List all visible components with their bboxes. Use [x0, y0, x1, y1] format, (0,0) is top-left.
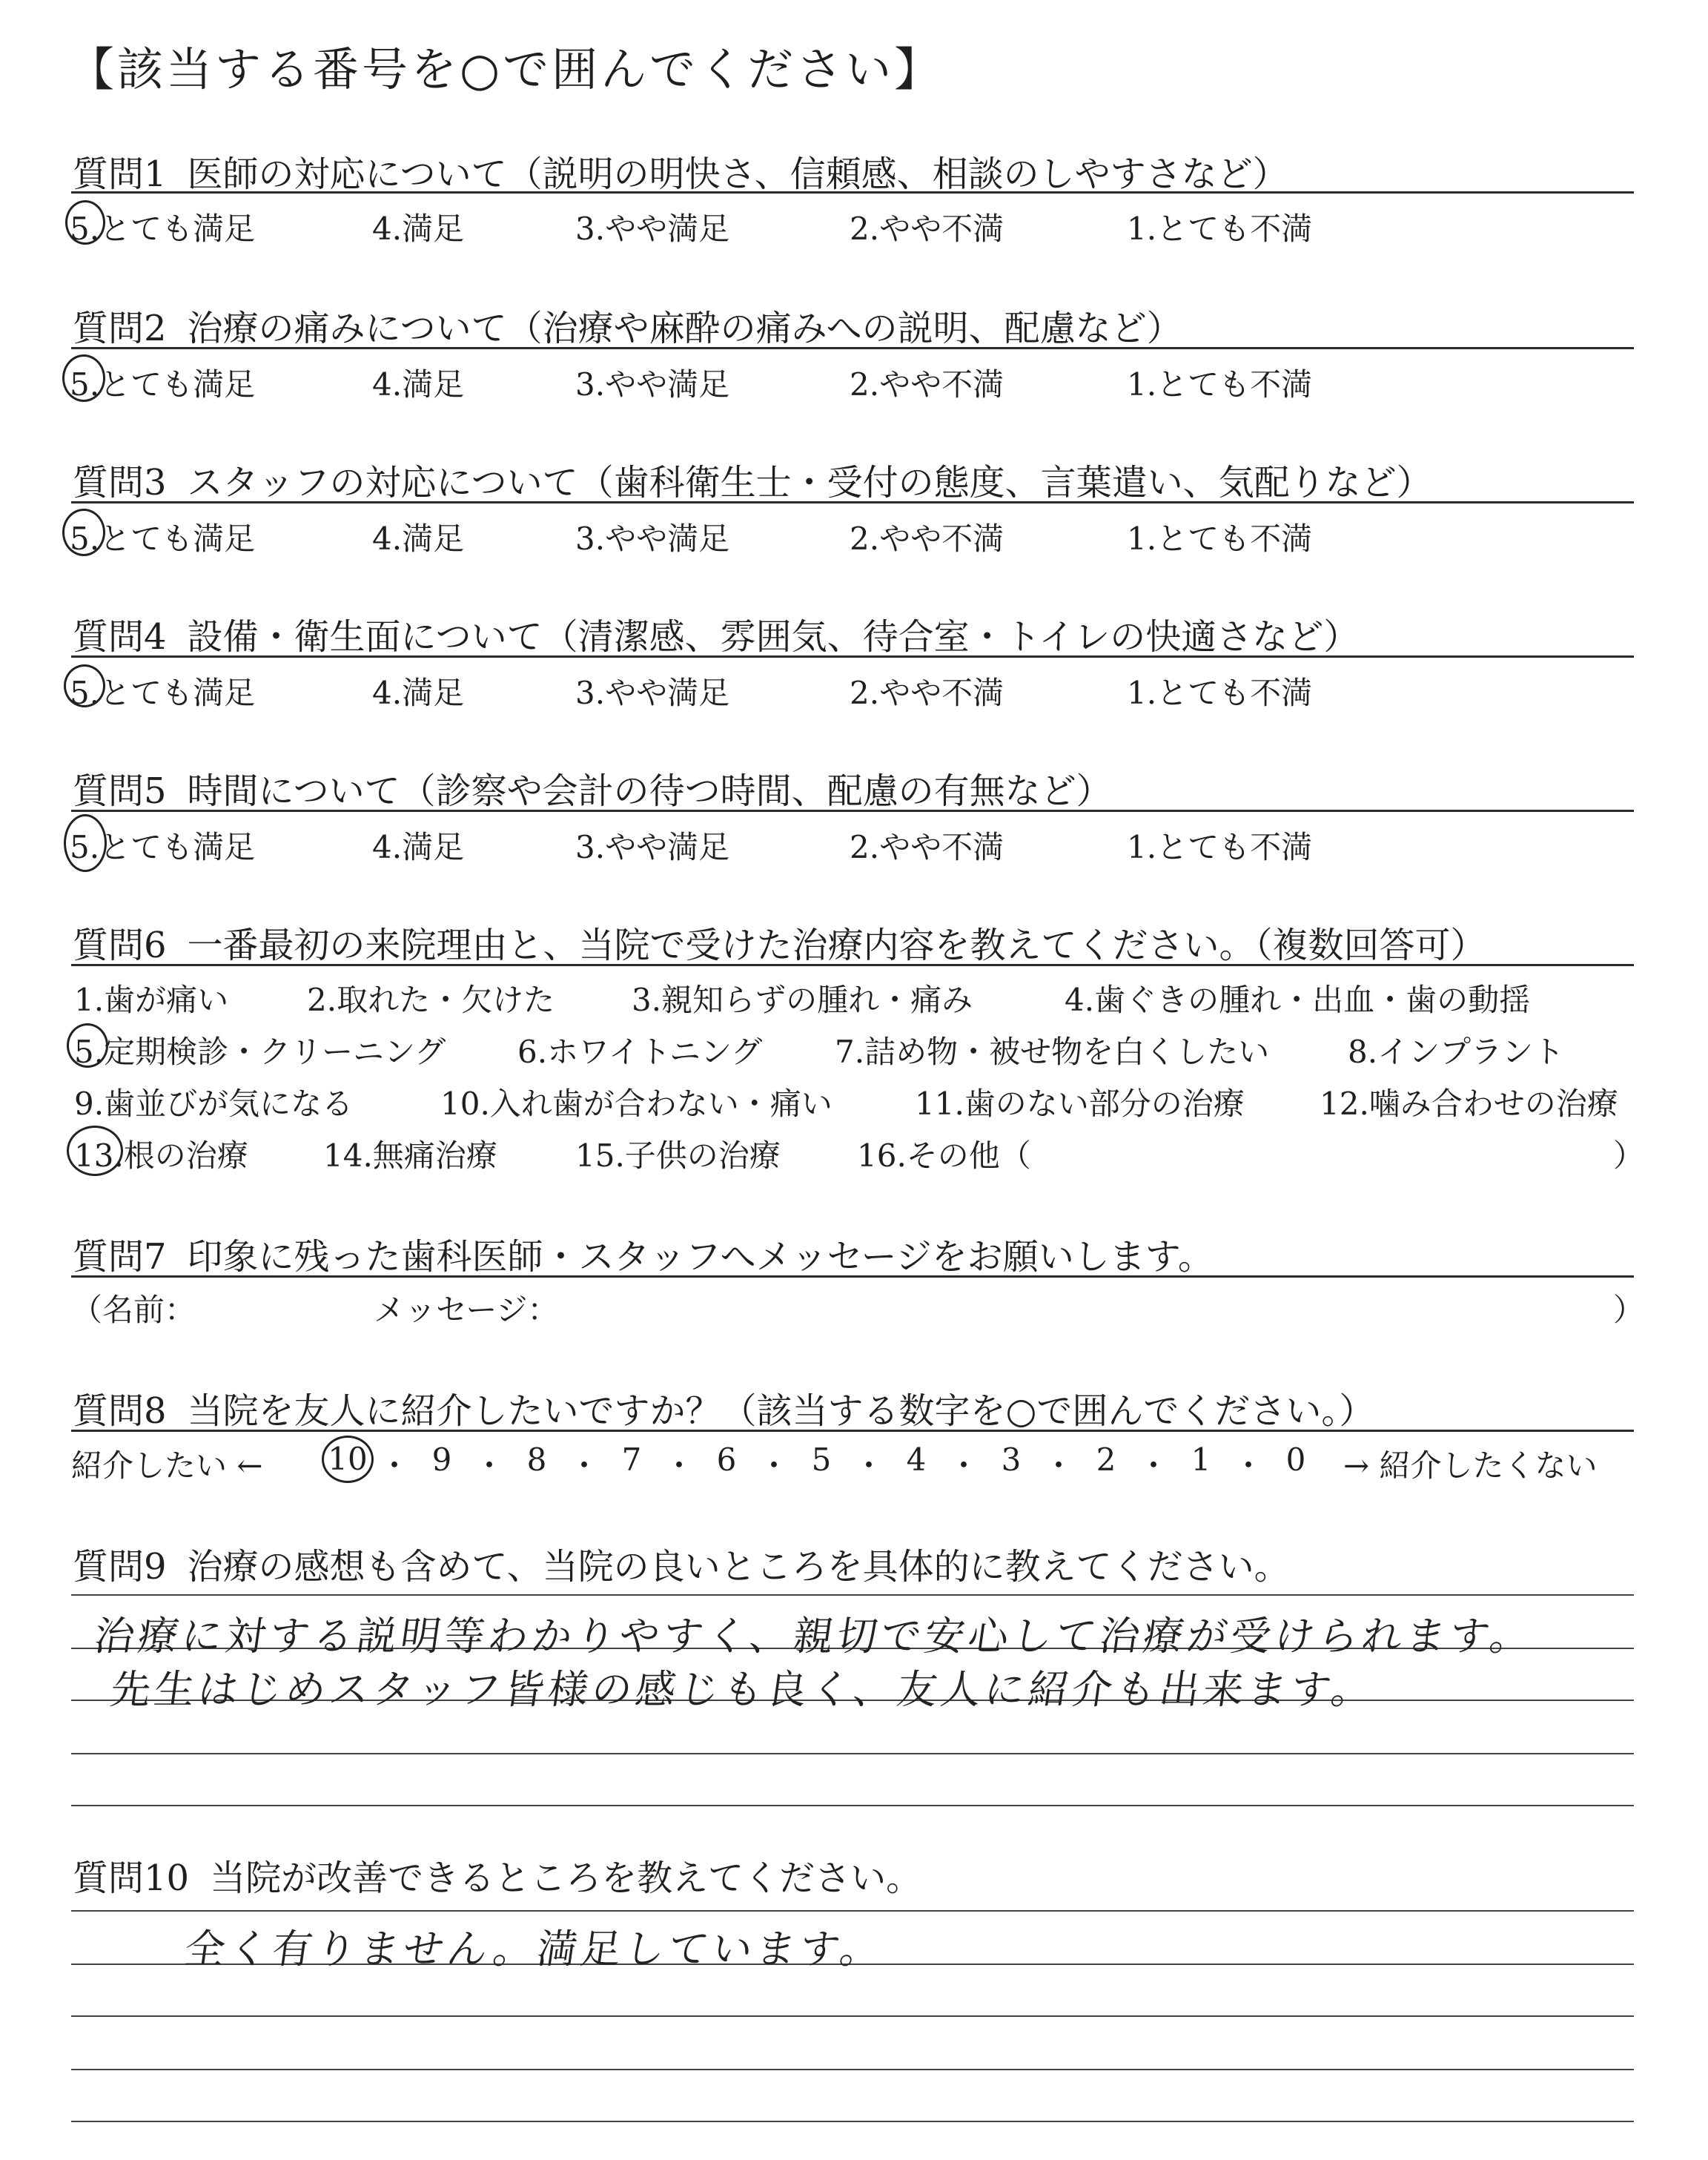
question-9-text: 治療の感想も含めて、当院の良いところを具体的に教えてください。 [187, 1546, 1290, 1588]
question-5 [73, 762, 1112, 813]
q8-scale-separator: ・ [378, 1447, 410, 1484]
q3-option-4[interactable]: 4.満足 [372, 521, 465, 557]
q4-option-3[interactable]: 3.やや満足 [575, 675, 730, 711]
question-6 [73, 916, 1486, 968]
q8-scale-separator: ・ [663, 1447, 695, 1484]
question-2 [73, 300, 1182, 351]
q8-scale-0[interactable]: 0 [1285, 1441, 1306, 1478]
q6-option-13[interactable]: 13.根の治療 [74, 1137, 248, 1174]
q2-option-2[interactable]: 2.やや不満 [850, 366, 1004, 403]
question-5-text: 時間について（診察や会計の待つ時間、配慮の有無など） [187, 770, 1112, 812]
q5-option-2[interactable]: 2.やや不満 [850, 829, 1004, 865]
question-3-rule [71, 501, 1634, 503]
q10-answer-line-1 [71, 1910, 1634, 1912]
q6-option-16[interactable]: 16.その他（ [857, 1137, 1031, 1174]
q3-option-3[interactable]: 3.やや満足 [575, 521, 730, 557]
q6-option-1[interactable]: 1.歯が痛い [74, 982, 229, 1018]
q8-scale-9[interactable]: 9 [431, 1441, 452, 1478]
q8-scale-separator: ・ [853, 1447, 884, 1484]
q5-option-5[interactable]: 5.とても満足 [70, 829, 256, 865]
question-1 [73, 145, 1288, 196]
question-5-rule [71, 810, 1634, 812]
q4-option-4[interactable]: 4.満足 [372, 675, 465, 711]
q9-answer-line-1 [71, 1594, 1634, 1596]
question-4-rule [71, 655, 1634, 658]
q8-scale-separator: ・ [473, 1447, 505, 1484]
question-1-rule [71, 191, 1634, 194]
q10-answer-line-5 [71, 2121, 1634, 2122]
q2-option-1[interactable]: 1.とても不満 [1127, 366, 1313, 403]
q6-option-8[interactable]: 8.インプラント [1348, 1034, 1565, 1070]
question-7-text: 印象に残った歯科医師・スタッフへメッセージをお願いします。 [187, 1236, 1214, 1278]
q6-other-close-paren: ） [1613, 1137, 1645, 1174]
question-10 [73, 1849, 921, 1900]
q2-option-4[interactable]: 4.満足 [372, 366, 465, 403]
q8-scale-separator: ・ [758, 1447, 790, 1484]
question-10-text: 当院が改善できるところを教えてください。 [210, 1857, 922, 1899]
question-7 [73, 1228, 1214, 1279]
q3-option-1[interactable]: 1.とても不満 [1127, 521, 1313, 557]
q1-option-3[interactable]: 3.やや満足 [575, 211, 730, 247]
q6-option-11[interactable]: 11.歯のない部分の治療 [915, 1086, 1245, 1122]
q8-scale-1[interactable]: 1 [1191, 1441, 1211, 1478]
q8-scale-6[interactable]: 6 [716, 1441, 737, 1478]
question-1-text: 医師の対応について（説明の明快さ、信頼感、相談のしやすさなど） [187, 153, 1288, 195]
question-3 [73, 454, 1432, 505]
q6-option-7[interactable]: 7.詰め物・被せ物を白くしたい [835, 1034, 1270, 1070]
question-4-label: 質問4 [73, 616, 167, 658]
q9-answer-line-5 [71, 1805, 1634, 1806]
q6-option-4[interactable]: 4.歯ぐきの腫れ・出血・歯の動揺 [1065, 982, 1531, 1018]
question-2-label: 質問2 [73, 308, 167, 349]
page-title: 【該当する番号を○で囲んでください】 [68, 42, 944, 96]
q9-handwritten-answer-1: 治療に対する説明等わかりやすく、親切で安心して治療が受けられます。 [91, 1613, 1537, 1659]
q2-option-5[interactable]: 5.とても満足 [70, 366, 256, 403]
question-9-label: 質問9 [73, 1546, 167, 1588]
question-10-label: 質問10 [73, 1857, 190, 1899]
q6-option-9[interactable]: 9.歯並びが気になる [74, 1086, 354, 1122]
question-8-text: 当院を友人に紹介したいですか？（該当する数字を○で囲んでください。） [187, 1390, 1375, 1432]
question-7-label: 質問7 [73, 1236, 167, 1278]
q1-option-2[interactable]: 2.やや不満 [850, 211, 1004, 247]
q6-option-14[interactable]: 14.無痛治療 [323, 1137, 497, 1174]
q5-option-4[interactable]: 4.満足 [372, 829, 465, 865]
q5-option-3[interactable]: 3.やや満足 [575, 829, 730, 865]
q8-left-label: 紹介したい ← [71, 1447, 263, 1484]
q9-answer-line-4 [71, 1753, 1634, 1754]
q8-scale-2[interactable]: 2 [1096, 1441, 1116, 1478]
q1-option-4[interactable]: 4.満足 [372, 211, 465, 247]
q7-close-paren: ） [1613, 1292, 1645, 1328]
q8-scale-separator: ・ [1232, 1447, 1264, 1484]
question-8-label: 質問8 [73, 1390, 167, 1432]
q8-scale-7[interactable]: 7 [621, 1441, 642, 1478]
q6-option-10[interactable]: 10.入れ歯が合わない・痛い [440, 1086, 833, 1122]
question-4-text: 設備・衛生面について（清潔感、雰囲気、待合室・トイレの快適さなど） [187, 616, 1360, 658]
q4-option-2[interactable]: 2.やや不満 [850, 675, 1004, 711]
question-7-rule [71, 1275, 1634, 1278]
q8-scale-4[interactable]: 4 [906, 1441, 927, 1478]
q5-option-1[interactable]: 1.とても不満 [1127, 829, 1313, 865]
q8-right-label: → 紹介したくない [1343, 1447, 1598, 1484]
q7-name-label: （名前： [71, 1292, 196, 1328]
question-3-text: スタッフの対応について（歯科衛生士・受付の態度、言葉遣い、気配りなど） [187, 462, 1432, 503]
question-6-label: 質問6 [73, 925, 167, 966]
q10-answer-line-3 [71, 2015, 1634, 2017]
q6-option-5[interactable]: 5.定期検診・クリーニング [74, 1034, 446, 1070]
q1-option-5[interactable]: 5.とても満足 [70, 211, 256, 247]
q7-message-label: メッセージ： [374, 1292, 559, 1328]
q6-option-3[interactable]: 3.親知らずの腫れ・痛み [632, 982, 973, 1018]
q8-scale-separator: ・ [1137, 1447, 1169, 1484]
q8-scale-5[interactable]: 5 [811, 1441, 832, 1478]
q2-option-3[interactable]: 3.やや満足 [575, 366, 730, 403]
q6-option-2[interactable]: 2.取れた・欠けた [307, 982, 555, 1018]
q3-option-5[interactable]: 5.とても満足 [70, 521, 256, 557]
q1-option-1[interactable]: 1.とても不満 [1127, 211, 1313, 247]
question-8-rule [71, 1430, 1634, 1432]
question-5-label: 質問5 [73, 770, 167, 812]
q8-scale-separator: ・ [947, 1447, 979, 1484]
question-6-rule [71, 964, 1634, 966]
q4-option-1[interactable]: 1.とても不満 [1127, 675, 1313, 711]
question-2-rule [71, 347, 1634, 349]
q10-handwritten-answer: 全く有りません。満足しています。 [182, 1926, 887, 1972]
question-2-text: 治療の痛みについて（治療や麻酔の痛みへの説明、配慮など） [187, 308, 1182, 349]
q10-answer-line-4 [71, 2069, 1634, 2070]
q6-option-15[interactable]: 15.子供の治療 [575, 1137, 781, 1174]
q3-option-2[interactable]: 2.やや不満 [850, 521, 1004, 557]
question-6-text: 一番最初の来院理由と、当院で受けた治療内容を教えてください。（複数回答可） [187, 925, 1486, 966]
q8-scale-8[interactable]: 8 [526, 1441, 547, 1478]
question-4 [73, 608, 1359, 659]
q6-option-6[interactable]: 6.ホワイトニング [517, 1034, 763, 1070]
question-8 [73, 1382, 1374, 1433]
q9-handwritten-answer-2: 先生はじめスタッフ皆様の感じも良く、友人に紹介も出来ます。 [107, 1666, 1379, 1713]
q4-option-5[interactable]: 5.とても満足 [70, 675, 256, 711]
q6-option-12[interactable]: 12.噛み合わせの治療 [1320, 1086, 1618, 1122]
q8-scale-10[interactable]: 10 [322, 1436, 374, 1483]
q8-scale-separator: ・ [1042, 1447, 1074, 1484]
question-9 [73, 1538, 1290, 1589]
q8-scale-separator: ・ [568, 1447, 600, 1484]
question-3-label: 質問3 [73, 462, 167, 503]
q8-scale [326, 1441, 1323, 1486]
question-1-label: 質問1 [73, 153, 167, 195]
q8-scale-3[interactable]: 3 [1001, 1441, 1022, 1478]
